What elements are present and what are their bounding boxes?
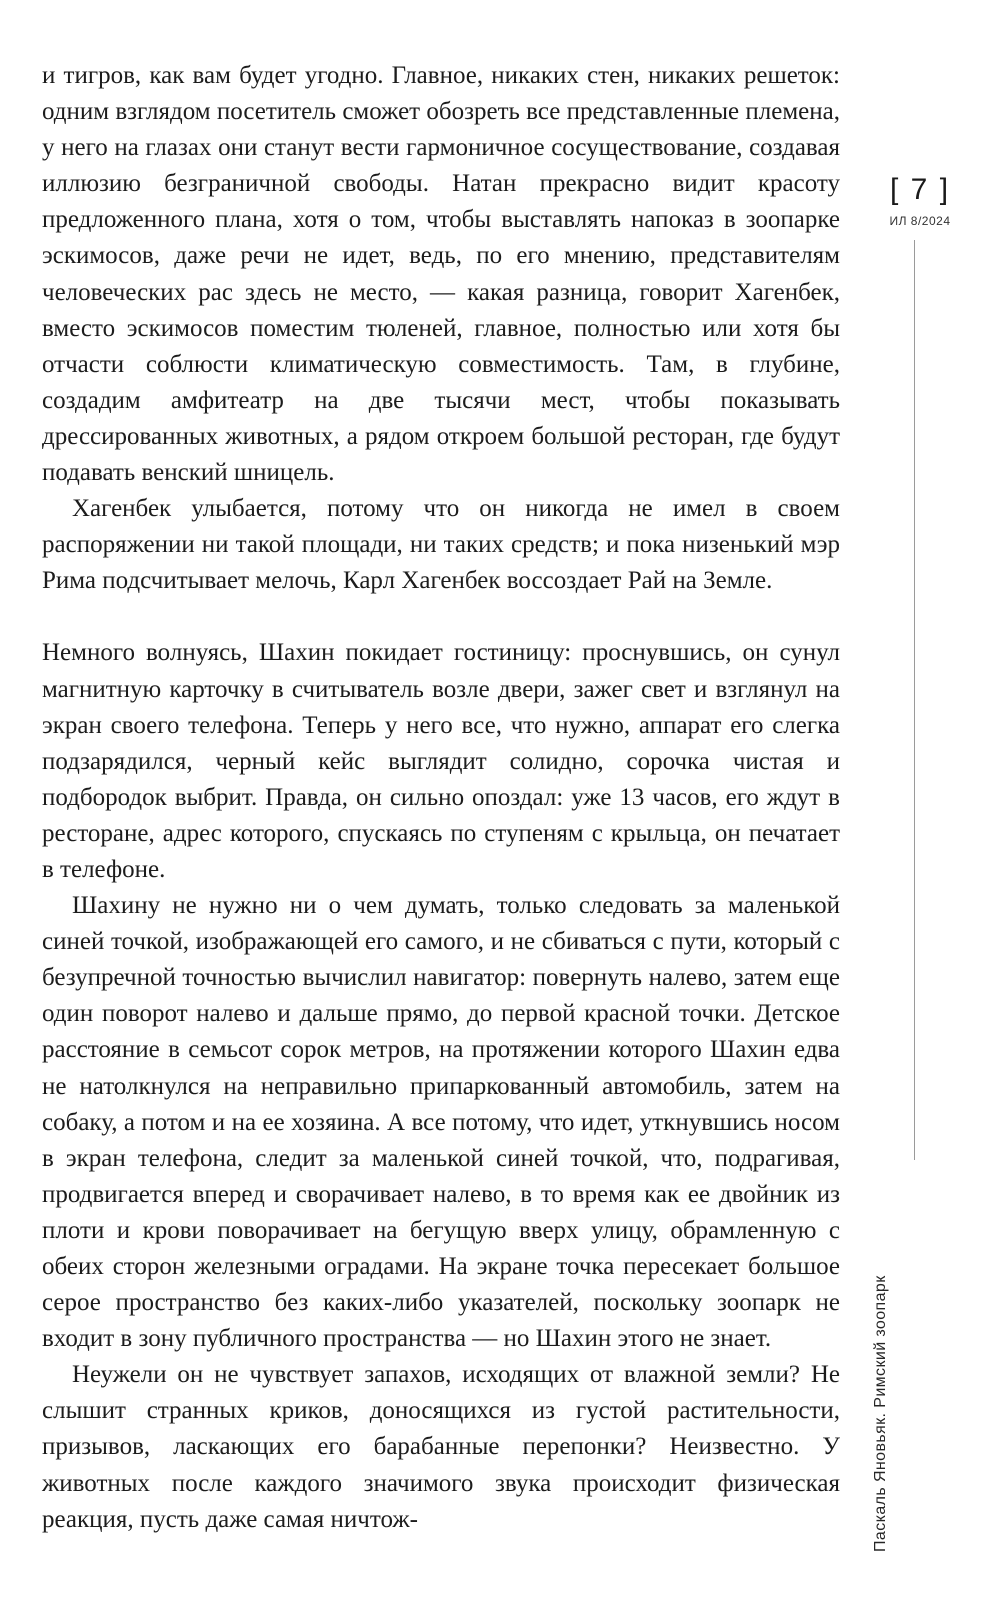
bracket-open: [: [889, 173, 901, 206]
running-head: Паскаль Яновьяк. Римский зоопарк: [872, 1275, 889, 1552]
text-column: [42, 58, 840, 1538]
paragraph-hagenbeck-plan: и тигров, как вам будет угодно. Главное, никаких стен, никаких решеток: одним взглядом посетитель сможет обозреть все представленные племена, у него на глазах они станут вести гармоничное сосуществование, создавая иллюзию безграничной свободы. Натан прекрасно видит красоту предложенного плана, хотя о том, чтобы выставлять напоказ в зоопарке эскимосов, даже речи не идет, ведь, по его мнению, представителям человеческих рас здесь не место, — какая разница, говорит Хагенбек, вместо эскимосов поместим тюленей, главное, полностью или хотя бы отчасти соблюсти климатическую совместимость. Там, в глубине, создадим амфитеатр на две тысячи мест, чтобы показывать дрессированных животных, а рядом откроем большой ресторан, где будут подавать венский шницель.: [42, 62, 840, 487]
page-marker: [870, 170, 970, 228]
paragraph-shahin-senses: Неужели он не чувствует запахов, исходящих от влажной земли? Не слышит странных криков, доносящихся из густой растительности, призывов, ласкающих его барабанные перепонки? Неизвестно. У животных после каждого значимого звука происходит физическая реакция, пусть даже самая ничтож-: [42, 1361, 840, 1533]
paragraph-shahin-leaves-hotel: Немного волнуясь, Шахин покидает гостиницу: проснувшись, он сунул магнитную карточку в считыватель возле двери, зажег свет и взглянул на экран своего телефона. Теперь у него все, что нужно, аппарат его слегка подзарядился, черный кейс выглядит солидно, сорочка чистая и подбородок выбрит. Правда, он сильно опоздал: уже 13 часов, его ждут в ресторане, адрес которого, спускаясь по ступеням с крыльца, он печатает в телефоне.: [42, 639, 840, 883]
page-number-value: 7: [910, 173, 930, 206]
bracket-close: ]: [939, 173, 951, 206]
paragraph-hagenbeck-smiles: Хагенбек улыбается, потому что он никогда не имел в своем распоряжении ни такой площади, ни таких средств; и пока низенький мэр Рима подсчитывает мелочь, Карл Хагенбек воссоздает Рай на Земле.: [42, 495, 840, 595]
issue-label: ИЛ 8/2024: [889, 214, 951, 228]
page-number: [870, 170, 970, 210]
paragraph-shahin-navigation: Шахину не нужно ни о чем думать, только следовать за маленькой синей точкой, изображающей его самого, и не сбиваться с пути, который с безупречной точностью вычислил навигатор: повернуть налево, затем еще один поворот налево и дальше прямо, до первой красной точки. Детское расстояние в семьсот сорок метров, на протяжении которого Шахин едва не натолкнулся на неправильно припаркованный автомобиль, затем на собаку, а потом и на ее хозяина. А все потому, что идет, уткнувшись носом в экран телефона, следит за маленькой синей точкой, что, подрагивая, продвигается вперед и сворачивает налево, в то время как ее двойник из плоти и крови поворачивает на бегущую вверх улицу, обрамленную с обеих сторон железными оградами. На экране точка пересекает большое серое пространство без каких-либо указателей, поскольку зоопарк не входит в зону публичного пространства — но Шахин этого не знает.: [42, 892, 840, 1353]
margin-rule: [914, 240, 915, 1160]
